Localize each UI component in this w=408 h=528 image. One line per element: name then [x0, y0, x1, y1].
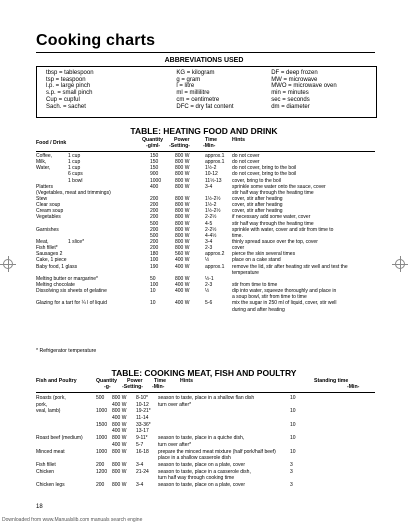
table-cell: 800 W — [175, 165, 190, 172]
abbreviation-entry: s.p. = small pinch — [46, 90, 93, 97]
header-time: Time — [154, 378, 167, 384]
table-cell: 100 — [150, 281, 159, 288]
table-cell: 800 W — [175, 232, 190, 239]
table-cell: 800 W — [112, 395, 127, 401]
table-cell: 4-4½ — [205, 232, 217, 239]
table-cell: 1 cup — [68, 159, 81, 166]
header-quantity: Quantity — [96, 378, 118, 384]
abbreviation-row — [46, 97, 366, 104]
abbreviation-entry: ml = millilitre — [176, 90, 210, 97]
abbreviation-entry: sec = seconds — [271, 96, 310, 103]
table-cell: Chicken legs — [36, 481, 65, 488]
table-cell: 150 — [150, 165, 159, 172]
table-cell: 10 — [150, 288, 156, 295]
table-cell: Fish fillet — [36, 461, 56, 468]
table-cell: 5-6 — [205, 300, 213, 307]
header-power-unit: -Setting- — [122, 384, 144, 390]
table-cell: if necessary add some water, cover — [232, 214, 311, 221]
table-cell: 3 — [290, 461, 293, 468]
table-cell: turn over after* — [158, 401, 192, 408]
table-cell: 800 W — [112, 421, 127, 428]
table-cell: 3-4 — [205, 238, 213, 245]
table-cell: 800 W — [175, 171, 190, 178]
table-cell: 900 — [150, 171, 159, 178]
table-cell: 1000 — [96, 408, 108, 415]
table-cell: 1½-2 — [205, 165, 217, 172]
table-cell: 1 cup — [68, 153, 81, 159]
table-cell: 800 W — [175, 220, 190, 227]
table-cell: 3 — [290, 481, 293, 488]
table-cell: 800 W — [175, 159, 190, 166]
abbreviation-row — [46, 83, 366, 90]
table-cell: stir half way through the heating time — [232, 189, 314, 196]
table-cell: 190 — [150, 263, 159, 270]
table-cell: 10-12 — [205, 171, 218, 178]
table-cell: season to taste, place on a plate, cover — [158, 461, 245, 468]
table-cell: season to taste, place in a shallow flan dish — [158, 395, 255, 401]
header-time-unit: -Min- — [152, 384, 165, 390]
abbreviation-row — [46, 104, 366, 111]
table-cell: do not cover — [232, 153, 260, 159]
table-cell: 200 — [150, 202, 159, 209]
table-cell: remove the lid, stir after heating stir well and test the — [232, 263, 348, 270]
table-cell: time. — [232, 232, 243, 239]
abbreviation-entry: g = gram — [176, 76, 201, 83]
table-cell: Garnishes — [36, 226, 59, 233]
table-cell: 800 W — [112, 468, 127, 475]
table-cell: 400 W — [175, 263, 190, 270]
table-cell: 200 — [150, 245, 159, 252]
table-cell: 10 — [290, 435, 296, 442]
table-cell: 1½-2½ — [205, 195, 221, 202]
header-quantity: Quantity — [142, 137, 164, 143]
crop-mark-left — [3, 259, 13, 269]
table-cell: Roasts (pork, — [36, 395, 66, 401]
table-cell: 400 W — [112, 415, 127, 422]
table-cell: sprinkle with water, cover and stir from time to — [232, 226, 334, 233]
table-cell: pierce the skin several times — [232, 251, 296, 258]
table-cell: 1500 — [96, 421, 108, 428]
table-cell: approx.2 — [205, 251, 225, 258]
table-cell: 800 W — [175, 226, 190, 233]
header-standing-unit: -Min- — [347, 384, 360, 390]
table-cell: 800 W — [112, 461, 127, 468]
table-cell: 800 W — [175, 202, 190, 209]
table-cell: Cream soup — [36, 208, 64, 215]
footnote: * Refrigerator temperature — [36, 348, 97, 354]
table-cell: Vegetables — [36, 214, 61, 221]
table-cell: Coffee, — [36, 153, 53, 159]
table-cell: 1½-2 — [205, 202, 217, 209]
table-cell: mix the sugar in 250 ml of liquid, cover, stir well — [232, 300, 337, 307]
table-cell: veal, lamb) — [36, 408, 61, 415]
abbreviation-entry: tbsp = tablespoon — [46, 70, 94, 76]
table-cell: 1000 — [96, 435, 108, 442]
table-cell: Sausages 2 — [36, 251, 63, 258]
table-cell: 400 W — [175, 300, 190, 307]
table-cell: 1½-2½ — [205, 208, 221, 215]
page-title: Cooking charts — [36, 32, 156, 49]
table-cell: do not cover, bring to the boil — [232, 171, 297, 178]
table-cell: 800 W — [175, 208, 190, 215]
abbreviation-row — [46, 70, 366, 77]
table-cell: Cake, 1 piece — [36, 257, 67, 264]
heating-table-title: TABLE: HEATING FOOD AND DRINK — [130, 126, 278, 136]
abbreviation-entry: l.p. = large pinch — [46, 83, 91, 90]
table-cell: 11½-13 — [205, 177, 222, 184]
table-cell: place on a cake stand — [232, 257, 281, 264]
table-cell: turn half way through cooking time — [158, 475, 235, 482]
table-cell: approx.1 — [205, 153, 225, 159]
table-cell: 1000 — [150, 177, 162, 184]
table-cell: 10 — [290, 448, 296, 455]
table-cell: Roast beef (medium) — [36, 435, 83, 442]
table-cell: 200 — [150, 226, 159, 233]
table-cell: do not cover — [232, 159, 260, 166]
table-cell: cover, stir after heating — [232, 202, 283, 209]
table-cell: 800 W — [175, 195, 190, 202]
table-cell: 800 W — [175, 275, 190, 282]
table-cell: cover — [232, 245, 245, 252]
table-cell: turn over after* — [158, 441, 192, 448]
table-cell: 400 W — [175, 257, 190, 264]
abbreviation-entry: min = minutes — [271, 90, 309, 97]
table-cell: 1 slice* — [68, 238, 85, 245]
table-cell: stir half way through the heating time — [232, 220, 314, 227]
table-cell: 800 W — [175, 214, 190, 221]
table-cell: 100 — [150, 257, 159, 264]
page-number: 18 — [36, 504, 43, 510]
table-cell: do not cover, bring to the boil — [232, 165, 297, 172]
table-cell: 500 — [96, 395, 105, 401]
table-cell: temperature — [232, 269, 259, 276]
table-cell: 6 cups — [68, 171, 83, 178]
table-cell: 800 W — [175, 153, 190, 159]
table-cell: 180 — [150, 251, 159, 258]
table-cell: approx.1 — [205, 159, 225, 166]
abbreviations-grid — [46, 70, 366, 110]
table-cell: 8-10* — [136, 395, 148, 401]
table-cell: 2-3 — [205, 281, 213, 288]
table-cell: thinly spread sauce over the top, cover — [232, 238, 318, 245]
table-cell: 200 — [150, 238, 159, 245]
table-cell: 19-21* — [136, 408, 151, 415]
table-cell: season to taste, place in a quiche dish, — [158, 435, 245, 442]
table-cell: 800 W — [112, 408, 127, 415]
table-cell: Glazing for a tart for ¼ l of liquid — [36, 300, 107, 307]
table-cell: cover, bring to the boil — [232, 177, 281, 184]
header-power: Power — [174, 137, 190, 143]
table-cell: 10-12 — [136, 401, 149, 408]
header-hints: Hints — [232, 137, 245, 143]
table-cell: 5-7 — [136, 441, 144, 448]
abbreviation-row — [46, 90, 366, 97]
abbreviation-entry: tsp = teaspoon — [46, 76, 86, 83]
table-cell: 11-14 — [136, 415, 149, 422]
abbreviation-entry: Cup = cupful — [46, 96, 80, 103]
table-cell: 200 — [96, 481, 105, 488]
table-cell: 800 W — [175, 183, 190, 190]
table-cell: 400 — [150, 183, 159, 190]
table-cell: 400 W — [175, 288, 190, 295]
table-cell: cover, stir after heating — [232, 195, 283, 202]
table-cell: Clear soup — [36, 202, 61, 209]
table-cell: 1000 — [96, 448, 108, 455]
table-cell: 1 bowl — [68, 177, 83, 184]
header-quantity-unit: -g- — [104, 384, 111, 390]
table-cell: Baby food, 1 glass — [36, 263, 78, 270]
table-cell: 800 W — [112, 448, 127, 455]
table-cell: (Vegetables, meat and trimmings) — [36, 189, 111, 196]
meat-header-rule — [36, 392, 375, 393]
header-time: Time — [205, 137, 218, 143]
table-cell: ½ — [205, 288, 210, 295]
table-cell: Stew — [36, 195, 48, 202]
table-cell: during and after heating — [232, 306, 285, 313]
table-cell: 200 — [150, 214, 159, 221]
table-cell: Dissolving six sheets of gelatine — [36, 288, 107, 295]
abbreviation-entry: dm = diameter — [271, 103, 310, 110]
table-cell: 3-4 — [136, 481, 144, 488]
header-standing-time: Standing time — [314, 378, 349, 384]
table-cell: 50 — [150, 275, 156, 282]
abbreviations-title: ABBREVIATIONS USED — [164, 57, 244, 64]
table-cell: stir from time to time — [232, 281, 278, 288]
table-cell: 2-2½ — [205, 226, 217, 233]
download-footer: Downloaded from www.Manualslib.com manuals search engine — [2, 517, 143, 523]
table-cell: 3 — [290, 468, 293, 475]
table-cell: 21-24 — [136, 468, 149, 475]
abbreviation-entry: Sach. = sachet — [46, 103, 86, 110]
heating-header-rule — [36, 151, 375, 152]
table-cell: 400 W — [112, 441, 127, 448]
table-cell: 800 W — [175, 238, 190, 245]
table-cell: 10 — [290, 421, 296, 428]
header-item: Fish and Poultry — [36, 378, 77, 384]
table-cell: 1200 — [96, 468, 108, 475]
table-cell: 560 W — [175, 251, 190, 258]
table-cell: 10 — [290, 395, 296, 401]
table-cell: Minced meat — [36, 448, 65, 455]
table-cell: Chicken — [36, 468, 55, 475]
table-cell: 800 W — [112, 481, 127, 488]
table-cell: 150 — [150, 159, 159, 166]
table-cell: Milk, — [36, 159, 47, 166]
table-cell: 500 — [150, 232, 159, 239]
abbreviation-entry: DFC = dry fat content — [176, 103, 234, 110]
table-cell: cover, stir after heating — [232, 208, 283, 215]
table-cell: 200 — [150, 195, 159, 202]
table-cell: prepare the minced meat mixture (half pork/half beef) — [158, 448, 276, 455]
table-cell: Meat, — [36, 238, 49, 245]
table-cell: dip into water, squeeze thoroughly and place in — [232, 288, 337, 295]
table-cell: 3-4 — [136, 461, 144, 468]
crop-mark-right — [395, 259, 405, 269]
table-cell: pork, — [36, 401, 48, 408]
table-cell: 16-18 — [136, 448, 149, 455]
table-cell: 4-5 — [205, 220, 213, 227]
table-cell: 10 — [290, 408, 296, 415]
table-cell: 400 W — [112, 428, 127, 435]
table-cell: 10 — [150, 300, 156, 307]
abbreviation-row — [46, 77, 366, 84]
header-quantity-unit: -g/ml- — [146, 143, 161, 149]
table-cell: 800 W — [175, 245, 190, 252]
abbreviation-entry: MW = microwave — [271, 76, 318, 83]
abbreviation-entry: cm = centimetre — [176, 96, 220, 103]
table-cell: 500 — [150, 220, 159, 227]
table-cell: 200 — [96, 461, 105, 468]
table-cell: 13-17 — [136, 428, 149, 435]
table-cell: a soup bowl, stir from time to time — [232, 294, 307, 301]
table-cell: Melting chocolate — [36, 281, 75, 288]
table-cell: Fish fillet* — [36, 245, 58, 252]
header-power-unit: -Setting- — [169, 143, 191, 149]
header-time-unit: -Min- — [203, 143, 216, 149]
abbreviation-entry: DF = deep frozen — [271, 70, 318, 76]
title-divider — [36, 52, 375, 53]
table-cell: 9-11* — [136, 435, 148, 442]
table-cell: 400 W — [175, 281, 190, 288]
table-cell: ½-1 — [205, 275, 214, 282]
abbreviation-entry: KG = kilogram — [176, 70, 215, 76]
table-cell: 1 cup — [68, 165, 81, 172]
table-cell: season to taste, place in a casserole dish, — [158, 468, 251, 475]
table-cell: 800 W — [112, 435, 127, 442]
abbreviation-entry: l = litre — [176, 83, 195, 90]
table-cell: 3-4 — [205, 183, 213, 190]
table-cell: 2-2½ — [205, 214, 217, 221]
header-power: Power — [127, 378, 143, 384]
abbreviation-entry: MWO = microwave oven — [271, 83, 337, 90]
table-cell: 200 — [150, 208, 159, 215]
table-cell: season to taste, place on a plate, cover — [158, 481, 245, 488]
table-cell: 150 — [150, 153, 159, 159]
table-cell: Platters — [36, 183, 53, 190]
table-cell: ½ — [205, 257, 210, 264]
table-cell: 33-36* — [136, 421, 151, 428]
table-cell: 800 W — [175, 177, 190, 184]
meat-table-title: TABLE: COOKING MEAT, FISH AND POULTRY — [111, 368, 297, 378]
table-cell: Melting butter or margarine* — [36, 275, 98, 282]
table-cell: Water, — [36, 165, 51, 172]
header-hints: Hints — [180, 378, 193, 384]
table-cell: sprinkle some water onto the sauce, cover — [232, 183, 326, 190]
table-cell: place in a shallow casserole dish — [158, 455, 231, 462]
table-cell: approx.1 — [205, 263, 225, 270]
table-cell: 2-3 — [205, 245, 213, 252]
table-cell: 400 W — [112, 401, 127, 408]
header-food: Food / Drink — [36, 140, 67, 146]
